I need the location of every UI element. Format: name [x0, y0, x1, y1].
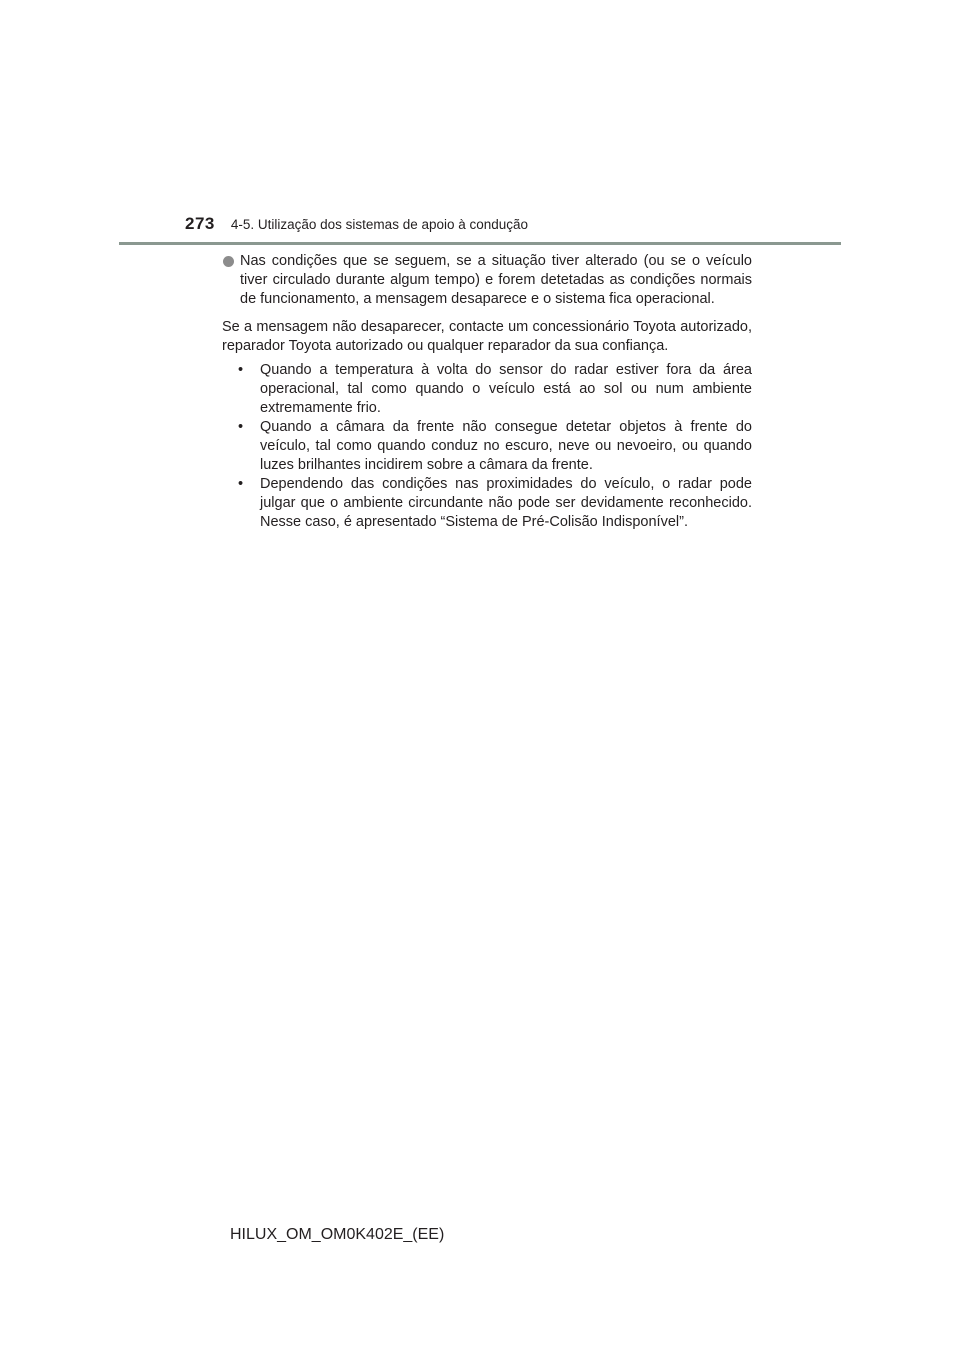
list-item-text: Dependendo das condições nas proximidades do veículo, o radar pode julgar que o ambiente circundante não pode ser devidamente reconhecido. Nesse caso, é apresentado “Sistema de Pré-Colisão Indisponível”.	[260, 476, 752, 530]
list-item-text: Quando a temperatura à volta do sensor do radar estiver fora da área operacional, tal como quando o veículo está ao sol ou num ambiente extremamente frio.	[260, 362, 752, 416]
header-divider	[119, 242, 841, 245]
list-item	[230, 418, 752, 475]
page-content	[222, 252, 752, 532]
circle-bullet-icon	[223, 256, 234, 267]
dot-list-item	[222, 252, 752, 309]
page-header	[185, 214, 528, 242]
document-code: HILUX_OM_OM0K402E_(EE)	[230, 1226, 445, 1243]
condition-list	[222, 361, 752, 532]
page-number: 273	[185, 214, 215, 233]
bullet-icon: •	[238, 362, 244, 378]
list-item	[230, 475, 752, 532]
body-paragraph: Se a mensagem não desaparecer, contacte um concessionário Toyota autorizado, reparador Toyota autorizado ou qualquer reparador da sua confiança.	[222, 319, 752, 354]
list-item	[230, 361, 752, 418]
bullet-icon: •	[238, 476, 244, 492]
section-title: 4-5. Utilização dos sistemas de apoio à condução	[230, 217, 529, 232]
dot-item-text: Nas condições que se seguem, se a situação tiver alterado (ou se o veículo tiver circulado durante algum tempo) e forem detetadas as condições normais de funcionamento, a mensagem desaparece e o sistema fica operacional.	[240, 253, 752, 307]
bullet-icon: •	[238, 419, 244, 435]
list-item-text: Quando a câmara da frente não consegue detetar objetos à frente do veículo, tal como quando conduz no escuro, neve ou nevoeiro, ou quando luzes brilhantes incidirem sobre a câmara da frente.	[260, 419, 752, 473]
